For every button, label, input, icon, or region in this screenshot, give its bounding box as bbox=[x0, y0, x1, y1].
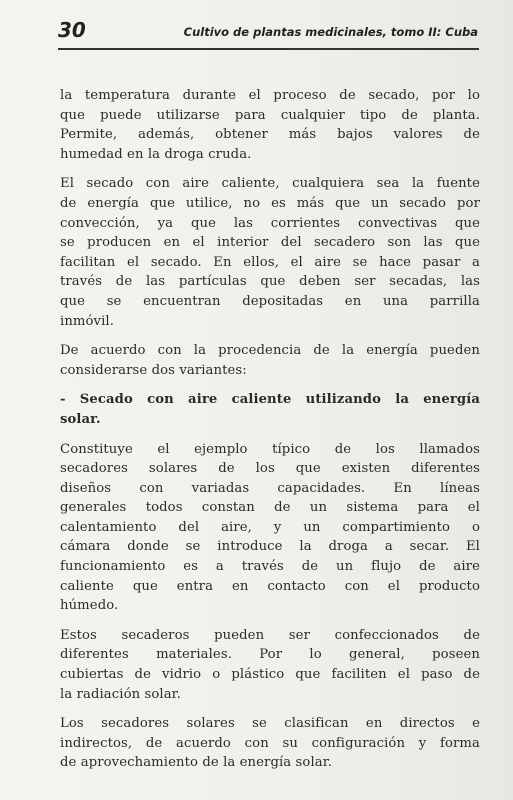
text-line: cámara donde se introduce la droga a secar. El bbox=[60, 539, 480, 555]
page-header bbox=[58, 18, 478, 50]
subheading-solar-drying bbox=[60, 390, 480, 429]
header-rule bbox=[58, 48, 479, 50]
text-line: generales todos constan de un sistema para el bbox=[60, 500, 480, 516]
text-line: Constituye el ejemplo típico de los llamados bbox=[60, 441, 480, 457]
text-line: la temperatura durante el proceso de secado, por lo bbox=[60, 88, 480, 103]
paragraph-energy-variants bbox=[60, 341, 480, 380]
text-line: solar. bbox=[60, 411, 101, 427]
paragraph-dryer-materials bbox=[60, 626, 480, 704]
text-line: de energía que utilice, no es más que un secado por bbox=[60, 195, 480, 211]
text-line: convección, ya que las corrientes convectivas que bbox=[60, 215, 480, 231]
running-title: Cultivo de plantas medicinales, tomo II: Cuba bbox=[183, 25, 478, 39]
paragraph-dryer-classification bbox=[60, 714, 480, 773]
text-line: diseños con variadas capacidades. En líneas bbox=[60, 480, 480, 496]
text-line: la radiación solar. bbox=[60, 686, 181, 702]
page-number: 30 bbox=[58, 18, 86, 42]
text-line: caliente que entra en contacto con el producto bbox=[60, 578, 480, 594]
text-line: indirectos, de acuerdo con su configuración y forma bbox=[60, 735, 480, 751]
text-line: De acuerdo con la procedencia de la energía pueden bbox=[60, 343, 480, 359]
text-line: considerarse dos variantes: bbox=[60, 362, 247, 378]
text-line: - Secado con aire caliente utilizando la energía bbox=[60, 392, 480, 408]
text-line: Permite, además, obtener más bajos valores de bbox=[60, 127, 480, 143]
text-line: funcionamiento es a través de un flujo de aire bbox=[60, 559, 480, 575]
paragraph-solar-dryers bbox=[60, 440, 480, 616]
text-line: se producen en el interior del secadero son las que bbox=[60, 235, 480, 251]
paragraph-drying-temperature bbox=[60, 86, 480, 164]
text-line: humedad en la droga cruda. bbox=[60, 146, 252, 162]
text-line: inmóvil. bbox=[60, 313, 115, 329]
text-line: Estos secaderos pueden ser confeccionados de bbox=[60, 627, 480, 643]
body-text bbox=[60, 86, 480, 783]
text-line: húmedo. bbox=[60, 598, 119, 614]
text-line: través de las partículas que deben ser secadas, las bbox=[60, 274, 480, 290]
text-line: que puede utilizarse para cualquier tipo de planta. bbox=[60, 107, 480, 123]
text-line: diferentes materiales. Por lo general, poseen bbox=[60, 647, 480, 663]
paragraph-hot-air-drying bbox=[60, 174, 480, 331]
text-line: cubiertas de vidrio o plástico que faciliten el paso de bbox=[60, 667, 480, 683]
text-line: facilitan el secado. En ellos, el aire se hace pasar a bbox=[60, 254, 480, 270]
text-line: de aprovechamiento de la energía solar. bbox=[60, 755, 332, 771]
text-line: secadores solares de los que existen diferentes bbox=[60, 461, 480, 477]
text-line: calentamiento del aire, y un compartimiento o bbox=[60, 519, 480, 535]
text-line: que se encuentran depositadas en una parrilla bbox=[60, 293, 480, 309]
text-line: El secado con aire caliente, cualquiera sea la fuente bbox=[60, 176, 480, 192]
text-line: Los secadores solares se clasifican en directos e bbox=[60, 716, 480, 732]
